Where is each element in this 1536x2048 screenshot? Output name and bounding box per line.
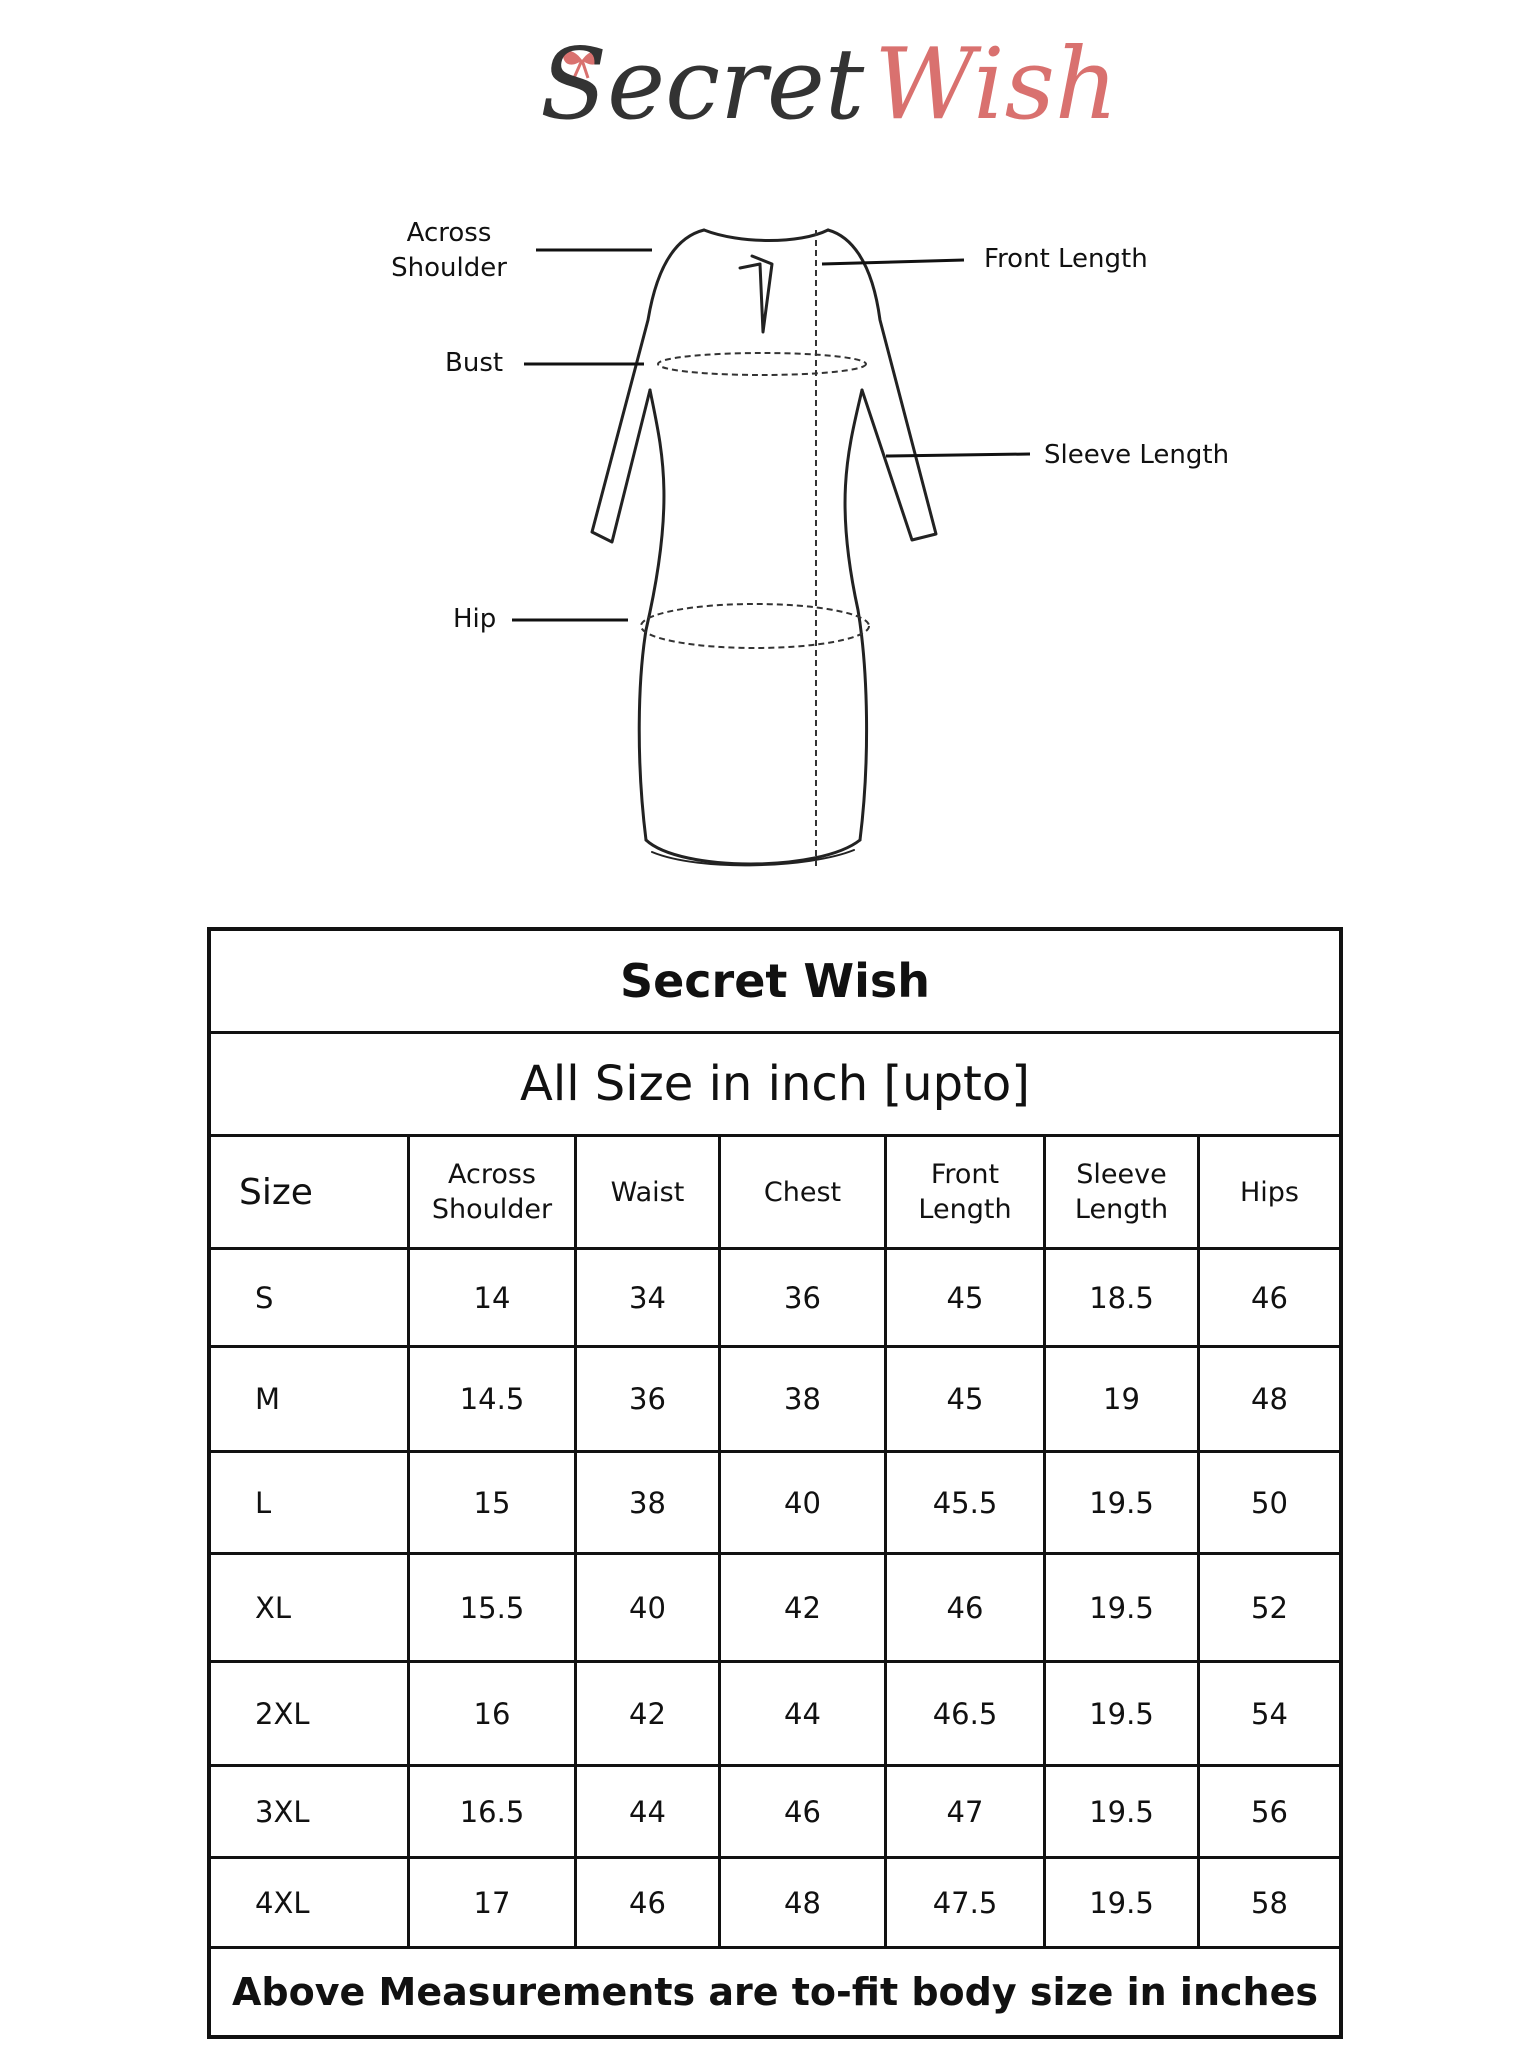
cell-waist: 44 (577, 1767, 721, 1856)
header-front-length-line1: Front (930, 1159, 1000, 1190)
cell-size: S (211, 1250, 410, 1345)
table-row (211, 1663, 1339, 1767)
cell-front-length: 45 (887, 1250, 1046, 1345)
table-row (211, 1555, 1339, 1663)
cell-sleeve-length: 19.5 (1046, 1663, 1200, 1764)
table-unit-note: All Size in inch [upto] (520, 1056, 1030, 1112)
cell-chest: 42 (721, 1555, 887, 1660)
cell-waist: 34 (577, 1250, 721, 1345)
header-hips: Hips (1239, 1176, 1299, 1208)
garment-diagram (380, 200, 1260, 890)
header-sleeve-length-line2: Length (1074, 1194, 1169, 1225)
label-across-shoulder (390, 216, 508, 286)
cell-size: L (211, 1453, 410, 1552)
header-front-length (887, 1137, 1046, 1247)
cell-chest: 36 (721, 1250, 887, 1345)
cell-sleeve-length: 18.5 (1046, 1250, 1200, 1345)
logo-word-wish: Wish (874, 28, 1119, 142)
table-footer-row (211, 1949, 1339, 2035)
cell-across-shoulder: 17 (410, 1859, 577, 1946)
cell-hips: 46 (1251, 1280, 1288, 1315)
cell-sleeve-length: 19.5 (1046, 1767, 1200, 1856)
brand-logo (540, 20, 1119, 150)
header-across-shoulder-line2: Shoulder (431, 1194, 553, 1225)
cell-waist: 38 (577, 1453, 721, 1552)
cell-across-shoulder: 16 (410, 1663, 577, 1764)
cell-hips: 54 (1251, 1696, 1288, 1731)
header-sleeve-length (1046, 1137, 1200, 1247)
header-front-length-line2: Length (918, 1194, 1012, 1225)
cell-waist: 40 (577, 1555, 721, 1660)
cell-sleeve-length: 19.5 (1046, 1859, 1200, 1946)
table-row (211, 1348, 1339, 1453)
header-chest: Chest (721, 1137, 887, 1247)
cell-waist: 42 (577, 1663, 721, 1764)
table-row (211, 1250, 1339, 1348)
label-across-shoulder-line1: Across (406, 218, 492, 248)
header-waist: Waist (577, 1137, 721, 1247)
label-sleeve-length: Sleeve Length (1044, 440, 1230, 470)
cell-front-length: 46.5 (887, 1663, 1046, 1764)
header-across-shoulder (410, 1137, 577, 1247)
cell-chest: 44 (721, 1663, 887, 1764)
cell-front-length: 46 (887, 1555, 1046, 1660)
table-brand-row (211, 931, 1339, 1034)
label-bust: Bust (445, 348, 504, 378)
header-across-shoulder-line1: Across (447, 1159, 536, 1190)
cell-sleeve-length: 19.5 (1046, 1453, 1200, 1552)
cell-waist: 46 (577, 1859, 721, 1946)
cell-chest: 38 (721, 1348, 887, 1450)
cell-hips: 56 (1251, 1794, 1288, 1829)
cell-across-shoulder: 15.5 (410, 1555, 577, 1660)
cell-across-shoulder: 14.5 (410, 1348, 577, 1450)
cell-sleeve-length: 19.5 (1046, 1555, 1200, 1660)
label-front-length: Front Length (984, 244, 1148, 274)
cell-front-length: 45 (887, 1348, 1046, 1450)
cell-hips: 58 (1251, 1885, 1288, 1920)
logo-word-secret: Secret (540, 28, 865, 142)
header-size: Size (211, 1137, 410, 1247)
table-row (211, 1859, 1339, 1949)
table-row (211, 1767, 1339, 1859)
cell-front-length: 47.5 (887, 1859, 1046, 1946)
cell-front-length: 47 (887, 1767, 1046, 1856)
table-footer-note: Above Measurements are to-fit body size in inches (232, 1970, 1318, 2014)
table-unit-row (211, 1034, 1339, 1137)
cell-across-shoulder: 15 (410, 1453, 577, 1552)
size-chart-table (207, 927, 1343, 2039)
table-row (211, 1453, 1339, 1555)
cell-sleeve-length: 19 (1046, 1348, 1200, 1450)
cell-hips: 52 (1251, 1590, 1288, 1625)
logo-wordmark (540, 20, 1118, 150)
cell-chest: 40 (721, 1453, 887, 1552)
label-hip: Hip (453, 604, 497, 634)
cell-size: M (211, 1348, 410, 1450)
cell-size: 3XL (211, 1767, 410, 1856)
cell-across-shoulder: 16.5 (410, 1767, 577, 1856)
cell-hips: 50 (1251, 1485, 1288, 1520)
table-brand-title: Secret Wish (619, 954, 931, 1008)
cell-size: 4XL (211, 1859, 410, 1946)
cell-hips: 48 (1251, 1382, 1288, 1416)
garment-drawing (380, 200, 1260, 890)
label-across-shoulder-line2: Shoulder (391, 253, 507, 283)
table-header-row (211, 1137, 1339, 1250)
cell-chest: 48 (721, 1859, 887, 1946)
cell-chest: 46 (721, 1767, 887, 1856)
cell-front-length: 45.5 (887, 1453, 1046, 1552)
header-sleeve-length-line1: Sleeve (1076, 1159, 1167, 1190)
cell-size: XL (211, 1555, 410, 1660)
cell-waist: 36 (577, 1348, 721, 1450)
cell-across-shoulder: 14 (410, 1250, 577, 1345)
cell-size: 2XL (211, 1663, 410, 1764)
